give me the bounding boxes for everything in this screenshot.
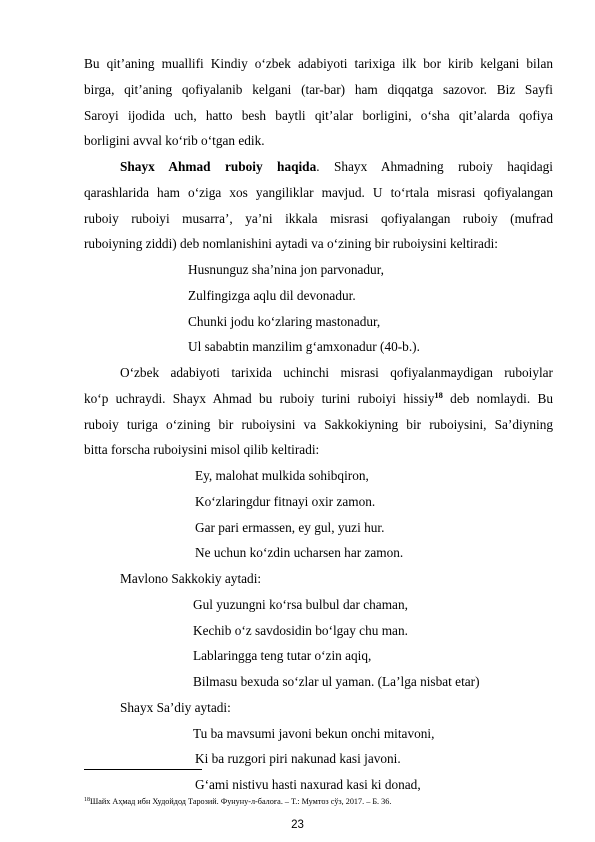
verse-line: Zulfingizga aqlu dil devonadur. <box>188 288 356 303</box>
verse-line: Ko‘zlaringdur fitnayi oxir zamon. <box>195 494 376 509</box>
paragraph-line: Saroyi ijodida uch, hatto besh baytli qit’alar borligini, o‘sha qit’alarda qofiya <box>84 108 553 123</box>
verse-line: Kechib o‘z savdosidin bo‘lgay chu man. <box>193 623 408 638</box>
footnote-text: Шайх Аҳмад ибн Худойдод Тарозий. Фунуну-л-балоға. – Т.: Мумтоз сўз, 2017. – Б. 36. <box>90 797 392 806</box>
paragraph-line: qarashlarida ham o‘ziga xos yangiliklar mavjud. U to‘rtala misrasi qofiyalangan <box>84 185 553 200</box>
paragraph-line: O‘zbek adabiyoti tarixida uchinchi misrasi qofiyalanmaydigan ruboiylar <box>120 365 553 380</box>
section-first-line <box>120 159 553 175</box>
quote-intro: Shayx Sa’diy aytadi: <box>120 700 231 715</box>
paragraph-line: ruboiy turiga o‘zining bir ruboiysini va Sakkokiyning bir ruboiysini, Sa’diyning <box>84 417 553 432</box>
paragraph-line: borligini avval ko‘rib o‘tgan edik. <box>84 133 265 148</box>
verse-line: Tu ba mavsumi javoni bekun onchi mitavoni, <box>193 726 435 741</box>
verse-line: Chunki jodu ko‘zlaring mastonadur, <box>188 314 381 329</box>
paragraph-line: ruboiy ruboiyi musarra’, ya’ni ikkala misrasi qofiyalangan ruboiy (mufrad <box>84 211 553 226</box>
verse-line: Gul yuzungni ko‘rsa bulbul dar chaman, <box>193 597 408 612</box>
verse-line: G‘ami nistivu hasti naxurad kasi ki donad, <box>195 777 421 792</box>
section-first-line-text: . Shayx Ahmadning ruboiy haqidagi <box>316 159 554 174</box>
paragraph-line: birga, qit’aning qofiyalanib kelgani (tar-bar) ham diqqatga sazovor. Biz Sayfi <box>84 82 553 97</box>
verse-line: Ey, malohat mulkida sohibqiron, <box>195 468 369 483</box>
footnote <box>84 796 391 809</box>
section-heading: Shayx Ahmad ruboiy haqida <box>120 159 317 174</box>
quote-intro: Mavlono Sakkokiy aytadi: <box>120 571 262 586</box>
verse-line: Gar pari ermassen, ey gul, yuzi hur. <box>195 520 385 535</box>
paragraph-line: ruboiyning ziddi) deb nomlanishini aytadi va o‘zining bir ruboiysini keltiradi: <box>84 236 498 251</box>
verse-line: Bilmasu bexuda so‘zlar ul yaman. (La’lga nisbat etar) <box>193 674 480 689</box>
verse-line: Husnunguz sha’nina jon parvonadur, <box>188 262 384 277</box>
footnote-ref: 18 <box>434 390 443 400</box>
verse-line: Ul sababtin manzilim g‘amxonadur (40-b.). <box>188 339 420 354</box>
paragraph-line <box>84 391 553 408</box>
footnote-number: 18 <box>84 797 90 803</box>
page-number: 23 <box>291 819 304 831</box>
paragraph-text: ko‘p uchraydi. Shayx Ahmad bu ruboiy turini ruboiyi hissiy <box>84 391 435 406</box>
verse-line: Ki ba ruzgori piri nakunad kasi javoni. <box>195 751 401 766</box>
verse-line: Lablaringga teng tutar o‘zin aqiq, <box>193 648 372 663</box>
paragraph-line: bitta forscha ruboiysini misol qilib keltiradi: <box>84 442 320 457</box>
footnote-divider <box>84 769 202 770</box>
paragraph-line: Bu qit’aning muallifi Kindiy o‘zbek adabiyoti tarixiga ilk bor kirib kelgani bilan <box>84 56 553 71</box>
paragraph-text: deb nomlaydi. Bu <box>442 391 553 406</box>
verse-line: Ne uchun ko‘zdin ucharsen har zamon. <box>195 545 404 560</box>
